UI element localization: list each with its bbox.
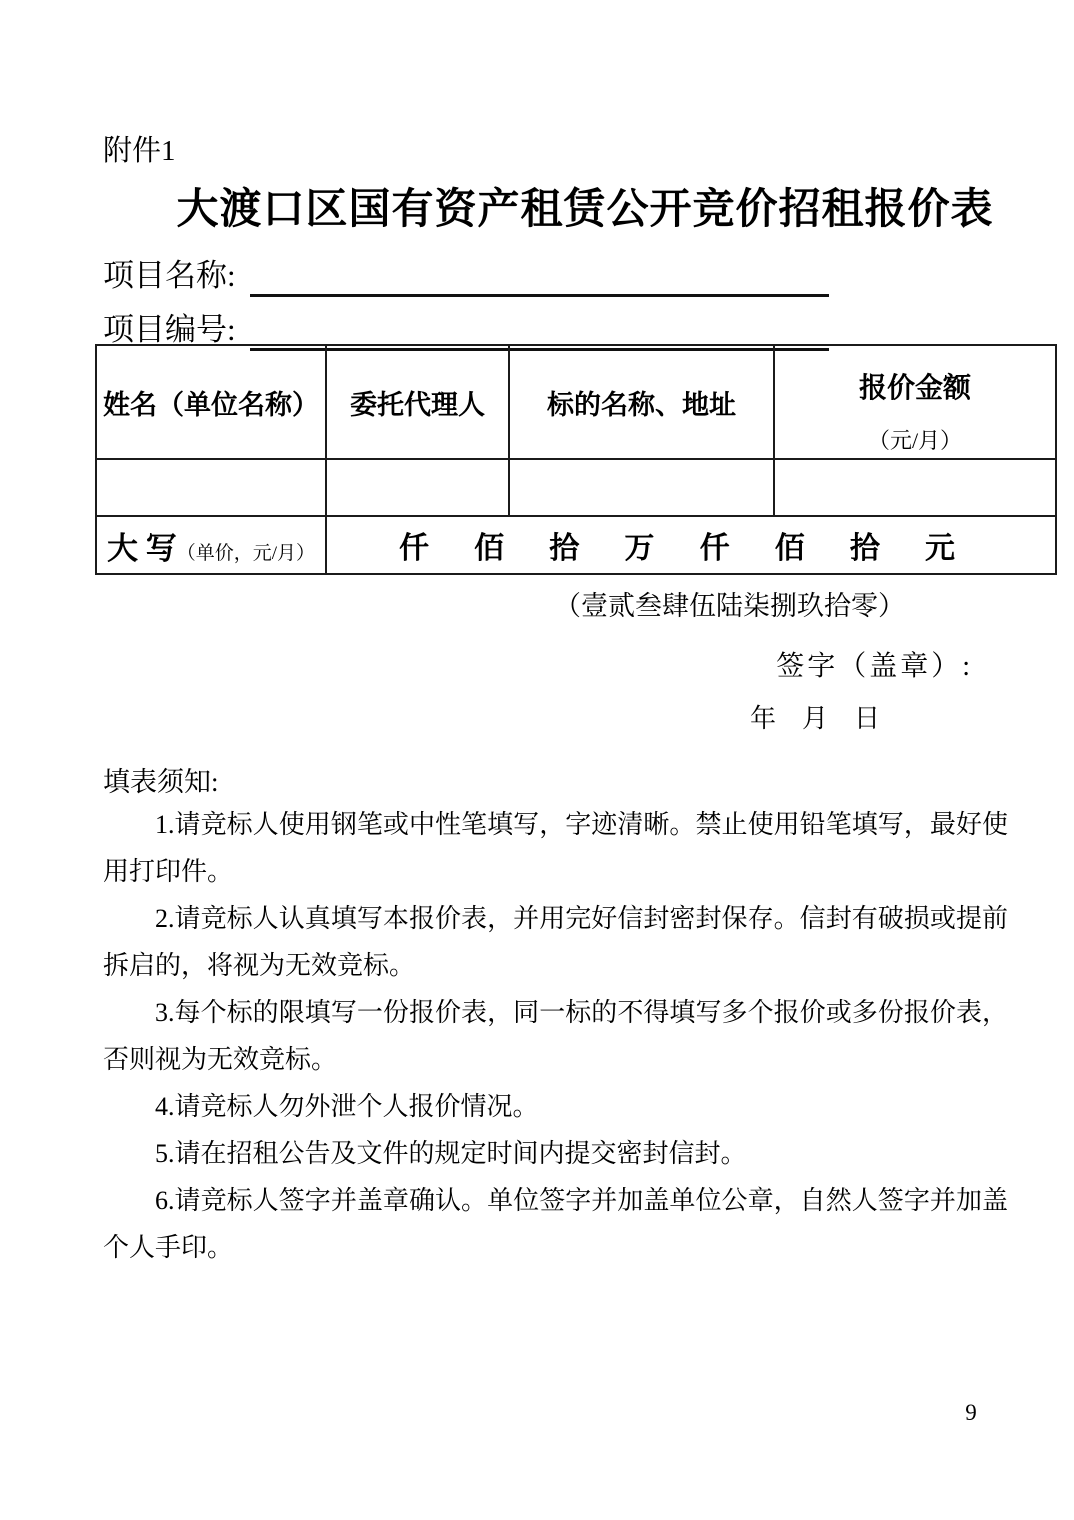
unit-bai2: 佰 bbox=[774, 532, 805, 565]
capital-digits-legend: （壹贰叁肆伍陆柒捌玖拾零） bbox=[554, 591, 905, 621]
signature-label: 签字（盖章）: bbox=[776, 651, 973, 682]
table-capital-row bbox=[96, 516, 1056, 574]
page-title: 大渡口区国有资产租赁公开竞价招租报价表 bbox=[176, 187, 994, 233]
header-price-amount: 报价金额 bbox=[858, 372, 971, 404]
capital-units bbox=[327, 523, 1055, 567]
cell-subject bbox=[509, 459, 774, 516]
capital-label: 大 写 bbox=[106, 530, 177, 566]
capital-label-cell bbox=[96, 516, 326, 574]
cell-agent bbox=[326, 459, 509, 516]
project-name-blank bbox=[250, 258, 829, 297]
capital-units-cell bbox=[326, 516, 1056, 574]
note-item-1: 1.请竞标人使用钢笔或中性笔填写，字迹清晰。禁止使用铅笔填写，最好使用打印件。 bbox=[103, 810, 1008, 886]
unit-yuan: 元 bbox=[924, 532, 955, 565]
header-price bbox=[774, 345, 1056, 459]
unit-bai1: 佰 bbox=[474, 532, 505, 565]
capital-unit-note: （单价，元/月） bbox=[176, 542, 316, 564]
header-price-unit: （元/月） bbox=[867, 427, 963, 453]
unit-wan: 万 bbox=[624, 532, 655, 565]
date-label: 年 月 日 bbox=[749, 704, 880, 733]
note-item-3: 3.每个标的限填写一份报价表，同一标的不得填写多个报价或多份报价表，否则视为无效竞标。 bbox=[103, 998, 1008, 1074]
note-item-5: 5.请在招租公告及文件的规定时间内提交密封信封。 bbox=[155, 1139, 747, 1168]
header-bidder-name: 姓名（单位名称） bbox=[96, 345, 326, 459]
project-name-label: 项目名称: bbox=[103, 258, 236, 293]
header-agent: 委托代理人 bbox=[326, 345, 509, 459]
unit-qian2: 仟 bbox=[699, 532, 730, 565]
quotation-table bbox=[95, 344, 1057, 575]
cell-price bbox=[774, 459, 1056, 516]
note-item-2: 2.请竞标人认真填写本报价表，并用完好信封密封保存。信封有破损或提前拆启的，将视为无效竞标。 bbox=[103, 904, 1008, 980]
attachment-label: 附件1 bbox=[103, 135, 176, 167]
note-item-6: 6.请竞标人签字并盖章确认。单位签字并加盖单位公章，自然人签字并加盖个人手印。 bbox=[103, 1186, 1008, 1262]
note-item-4: 4.请竞标人勿外泄个人报价情况。 bbox=[155, 1092, 539, 1121]
page-number: 9 bbox=[965, 1400, 977, 1425]
cell-bidder-name bbox=[96, 459, 326, 516]
unit-shi2: 拾 bbox=[849, 532, 880, 565]
project-code-label: 项目编号: bbox=[103, 312, 236, 347]
header-subject: 标的名称、地址 bbox=[509, 345, 774, 459]
unit-qian1: 仟 bbox=[399, 532, 429, 565]
notes-list bbox=[103, 801, 1008, 1271]
table-entry-row bbox=[96, 459, 1056, 516]
unit-shi1: 拾 bbox=[549, 532, 580, 565]
project-name-field bbox=[103, 250, 829, 297]
notes-heading: 填表须知: bbox=[103, 767, 219, 797]
table-header-row bbox=[96, 345, 1056, 459]
